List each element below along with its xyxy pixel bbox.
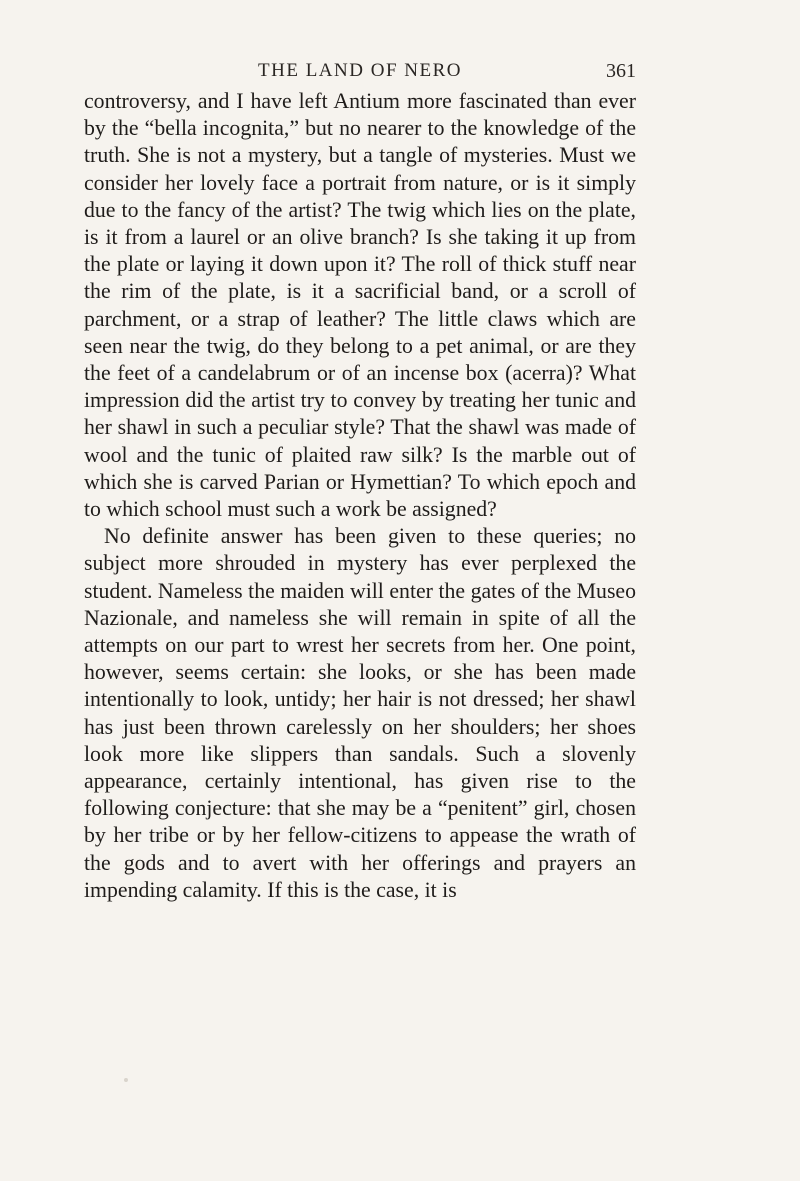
running-title: THE LAND OF NERO xyxy=(258,60,462,81)
paragraph: No definite answer has been given to these queries; no subject more shrouded in mystery has ever perplexed the student. Nameless the maiden will enter the gates of the Museo Nazionale, and nameless she will remain in spite of all the attempts on our part to wrest her secrets from her. One point, however, seems certain: she looks, or she has been made intentionally to look, untidy; her hair is not dressed; her shawl has just been thrown carelessly on her shoulders; her shoes look more like slippers than sandals. Such a slovenly appearance, certainly intentional, has given rise to the following conjecture: that she may be a “penitent” girl, chosen by her tribe or by her fellow-citizens to appease the wrath of the gods and to avert with her offerings and prayers an impending calamity. If this is the case, it is xyxy=(84,524,636,902)
paper-speck xyxy=(124,1078,128,1082)
page-number: 361 xyxy=(606,60,636,82)
running-header xyxy=(84,60,636,90)
paragraph: controversy, and I have left Antium more fascinated than ever by the “bella incognita,” but no nearer to the knowledge of the truth. She is not a mystery, but a tangle of mysteries. Must we consider her lovely face a portrait from nature, or is it simply due to the fancy of the artist? The twig which lies on the plate, is it from a laurel or an olive branch? Is she taking it up from the plate or laying it down upon it? The roll of thick stuff near the rim of the plate, is it a sacrificial band, or a scroll of parchment, or a strap of leather? The little claws which are seen near the twig, do they belong to a pet animal, or are they the feet of a candelabrum or of an incense box (acerra)? What impression did the artist try to convey by treating her tunic and her shawl in such a peculiar style? That the shawl was made of wool and the tunic of plaited raw silk? Is the marble out of which she is carved Parian or Hymettian? To which epoch and to which school must such a work be assigned? xyxy=(84,89,636,522)
body-text xyxy=(84,88,636,904)
